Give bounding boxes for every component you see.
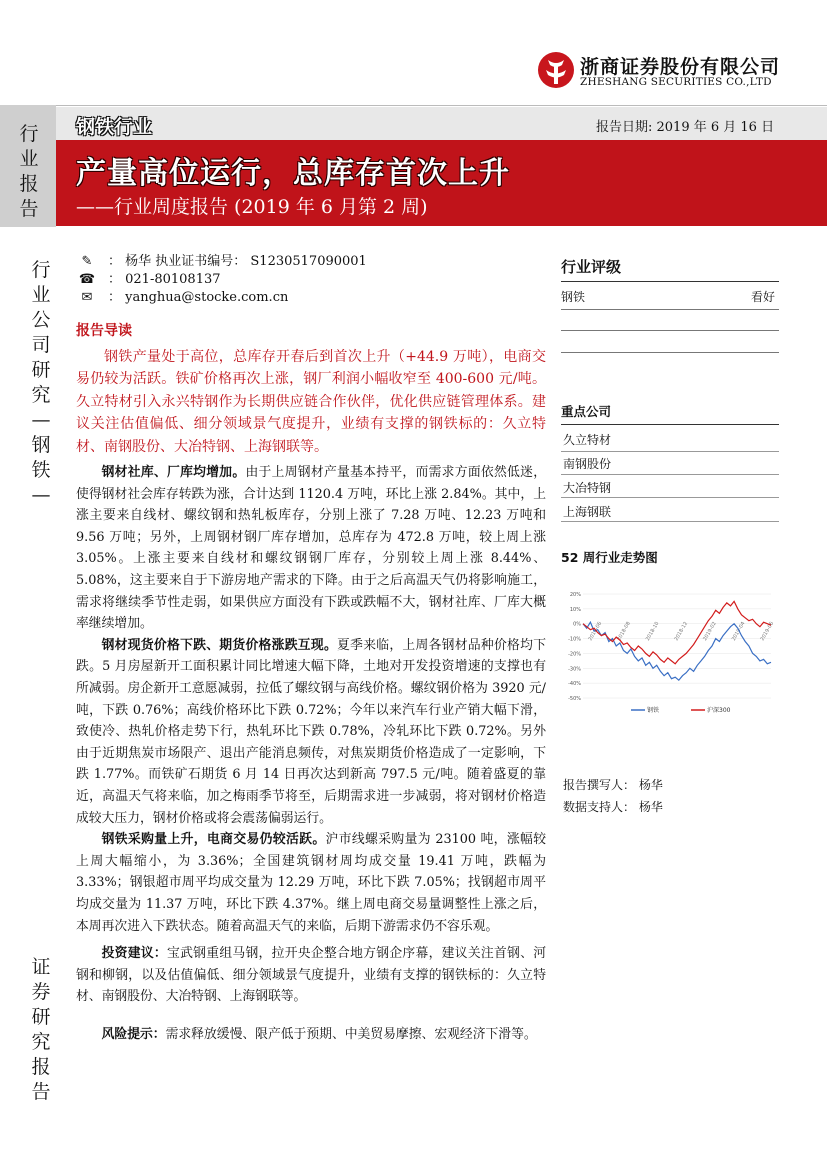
rating-sector: 钢铁 — [561, 290, 586, 304]
analyst-phone: ： 021-80108137 — [108, 272, 221, 287]
report-subtitle: ——行业周度报告 (2019 年 6 月第 2 周) — [76, 196, 428, 218]
chart-y-tick-label: -20% — [568, 651, 581, 658]
report-writer: 报告撰写人： 杨华 — [563, 778, 663, 792]
company-divider — [561, 521, 779, 522]
report-body — [76, 320, 546, 1045]
paragraph-risk: 风险提示：需求释放缓慢、限产低于预期、中美贸易摩擦、宏观经济下滑等。 — [101, 1026, 537, 1042]
phone-icon: ☎ — [78, 272, 96, 287]
company-item: 南钢股份 — [563, 457, 612, 471]
rating-divider — [561, 281, 779, 282]
paragraph-inventory: 钢材社库、厂库均增加。由于上周钢材产量基本持平，而需求方面依然低迷，使得钢材社会库存转跌为涨，合计达到 1120.4 万吨，环比上涨 2.84%。其中，上涨主要来自线材、螺纹钢和热轧板库存，分别上涨了 7.28 万吨、12.23 万吨和 9.56 万吨；另外，上周钢材钢厂库存增加，总库存为 472.8 万吨，较上周上涨 3.05%。上涨主要来自线材和螺纹钢钢厂库存，分别较上周上涨 8.44%、5.08%，这主要来自于下游房地产需求的下降。由于之后高温天气仍将影响施工，需求将继续季节性走弱，如果供应方面没有下跌或跌幅不大，钢材社库、厂库大概率继续增加。 — [76, 465, 547, 632]
analyst-name: ： 杨华 执业证书编号： S1230517090001 — [108, 254, 367, 269]
paragraph-inventory-head: 钢材社库、厂库均增加。 — [101, 465, 246, 481]
industry-trend-chart — [561, 586, 779, 716]
paragraph-purchase: 钢铁采购量上升，电商交易仍较活跃。沪市线螺采购量为 23100 吨，涨幅较上周大幅缩小，为 3.36%；全国建筑钢材周均成交量 19.41 万吨，跌幅为 3.33%；钢银超市周平均成交量为 12.29 万吨，环比下跌 7.05%；找钢超市周平均成交量为 11.37 万吨，环比下跌 4.37%。继上周电商交易量调整性上涨之后，本周再次进入下跌状态。随着高温天气的来临，后期下游需求仍不容乐观。 — [76, 832, 546, 934]
zheshang-logo-icon — [536, 50, 576, 90]
chart-y-tick-label: 10% — [569, 606, 581, 613]
section-title: 报告导读 — [76, 323, 132, 339]
pen-icon: ✎ — [81, 254, 93, 269]
chart-title: 52 周行业走势图 — [561, 550, 658, 565]
analyst-phone-row — [78, 268, 221, 287]
report-date: 报告日期: 2019 年 6 月 16 日 — [596, 120, 775, 135]
company-divider — [561, 497, 779, 498]
paragraph-risk-head: 风险提示： — [101, 1026, 166, 1042]
chart-y-tick-label: -10% — [568, 636, 581, 643]
paragraph-price-head: 钢材现货价格下跌、期货价格涨跌互现。 — [101, 637, 338, 653]
paragraph-investment: 投资建议：宝武钢重组马钢，拉开央企整合地方钢企序幕，建议关注首钢、河钢和柳钢，以及估值偏低、细分领域景气度提升，业绩有支撑的钢铁标的：久立特材、南钢股份、大冶特钢、上海钢联等。 — [76, 946, 547, 1005]
chart-y-tick-label: -30% — [568, 666, 581, 673]
chart-y-tick-label: 0% — [573, 621, 581, 628]
company-name-en: ZHESHANG SECURITIES CO.,LTD — [580, 76, 772, 88]
chart-series-line — [583, 622, 771, 680]
side-label-research: 行业公司研究—钢铁— — [31, 259, 51, 506]
chart-x-tick-label: 2018-10 — [644, 620, 661, 642]
lead-paragraph: 钢铁产量处于高位，总库存开春后到首次上升（+44.9 万吨），电商交易仍较为活跃。铁矿价格再次上涨，钢厂利润小幅收窄至 400-600 元/吨。久立特材引入永兴特钢作为长期供应链合作伙伴，优化供应链管理体系。建议关注估值偏低、细分领域景气度提升，业绩有支撑的钢铁标的：久立特材、南钢股份、大冶特钢、上海钢联等。 — [76, 349, 546, 455]
chart-x-tick-label: 2019-04 — [730, 620, 747, 642]
chart-legend-label: 沪深300 — [707, 707, 731, 714]
company-logo — [536, 50, 781, 94]
header-divider — [56, 105, 827, 106]
data-support: 数据支持人： 杨华 — [563, 800, 663, 814]
analyst-email-row — [78, 286, 288, 305]
company-item: 大冶特钢 — [563, 481, 612, 495]
chart-x-tick-label: 2018-08 — [616, 620, 632, 642]
side-label-securities: 证券研究报告 — [31, 956, 51, 1103]
rating-divider-2 — [561, 309, 779, 310]
chart-y-tick-label: 20% — [569, 592, 581, 598]
paragraph-investment-head: 投资建议： — [101, 946, 167, 962]
report-title: 产量高位运行，总库存首次上升 — [76, 156, 510, 191]
company-item: 久立特材 — [563, 433, 612, 447]
company-item: 上海钢联 — [563, 505, 612, 519]
analyst-email[interactable]: ： yanghua@stocke.com.cn — [108, 290, 289, 305]
company-divider — [561, 474, 779, 475]
chart-x-tick-label: 2019-06 — [759, 620, 776, 642]
sector-label: 钢铁行业 — [76, 116, 153, 138]
paragraph-price: 钢材现货价格下跌、期货价格涨跌互现。夏季来临，上周各钢材品种价格均下跌。5 月房屋新开工面积累计同比增速大幅下降，土地对开发投资增速的支撑也有所减弱。房企新开工意愿减弱，拉低了螺纹钢与高线价格。螺纹钢价格为 3920 元/吨，下跌 0.76%；高线价格环比下跌 0.72%；今年以来汽车行业产销大幅下滑，致使冷、热轧价格走势下行，热轧环比下跌 0.78%，冷轧环比下跌 0.72%。另外由于近期焦炭市场限产、退出产能消息频传，对焦炭期货价格造成了一定影响，下跌 1.77%。而铁矿石期货 6 月 14 日再次达到新高 797.5 元/吨。随着盛夏的靠近，高温天气将来临，加之梅雨季节将至，后期需求进一步减弱，将对钢材价格造成较大压力，钢材价格或将会震荡偏弱运行。 — [76, 637, 547, 826]
chart-x-tick-label: 2018-12 — [673, 620, 690, 642]
report-type-label: 行业报告 — [19, 123, 39, 220]
companies-divider — [561, 424, 779, 425]
company-name-cn: 浙商证券股份有限公司 — [580, 56, 781, 78]
companies-title: 重点公司 — [561, 404, 612, 419]
envelope-icon: ✉ — [81, 290, 93, 305]
rating-row — [561, 288, 779, 305]
rating-divider-4 — [561, 352, 779, 353]
chart-y-tick-label: -40% — [568, 681, 581, 688]
chart-legend-label: 钢铁 — [647, 707, 660, 714]
rating-value: 看好 — [750, 290, 775, 304]
rating-divider-3 — [561, 330, 779, 331]
chart-x-tick-label: 2019-02 — [702, 620, 718, 642]
company-divider — [561, 451, 779, 452]
chart-x-tick-label: 2018-06 — [587, 620, 604, 642]
analyst-name-row — [78, 250, 367, 269]
chart-y-tick-label: -50% — [568, 696, 581, 702]
paragraph-purchase-head: 钢铁采购量上升，电商交易仍较活跃。 — [101, 832, 326, 848]
rating-title: 行业评级 — [561, 258, 622, 276]
